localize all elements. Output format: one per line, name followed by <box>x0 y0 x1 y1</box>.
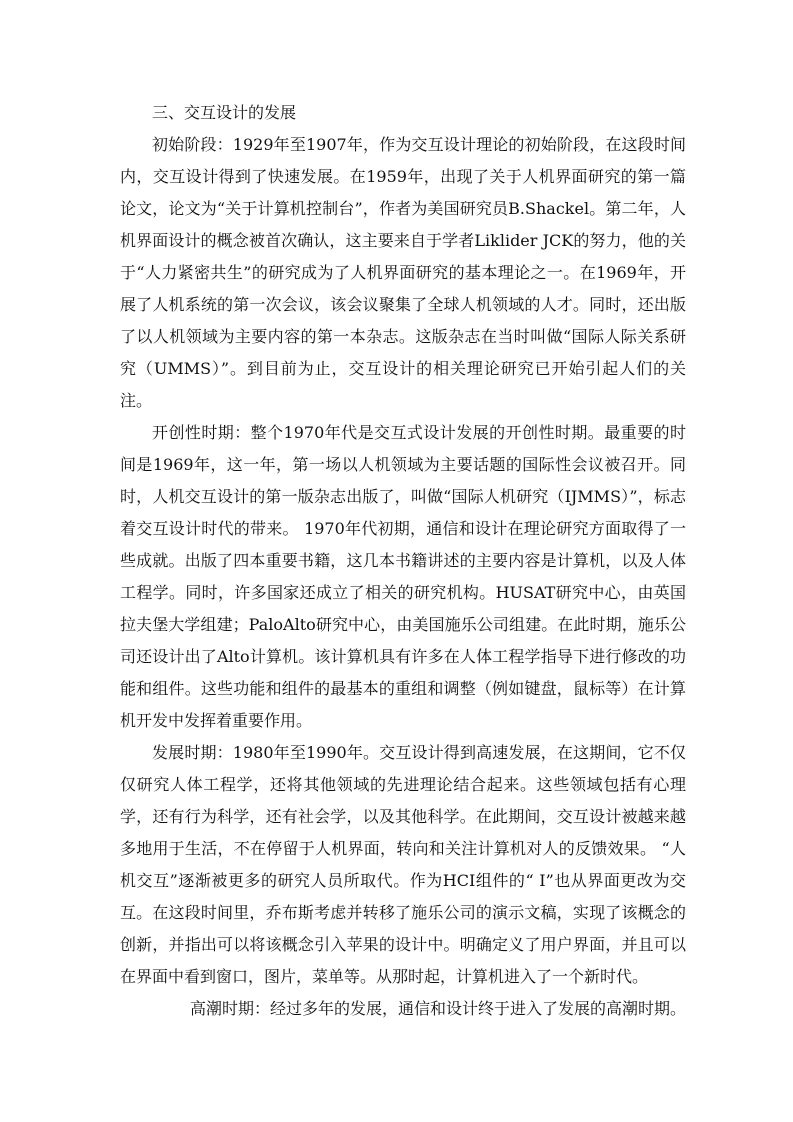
paragraph-initial-stage: 初始阶段：1929年至1907年，作为交互设计理论的初始阶段，在这段时间内，交互设计得到了快速发展。在1959年，出现了关于人机界面研究的第一篇论文，论文为“关于计算机控制台”，作者为美国研究员B.Shackel。第二年，人机界面设计的概念被首次确认，这主要来自于学者Liklider JCK的努力，他的关于“人力紧密共生”的研究成为了人机界面研究的基本理论之一。在1969年，开展了人机系统的第一次会议，该会议聚集了全球人机领域的人才。同时，还出版了以人机领域为主要内容的第一本杂志。这版杂志在当时叫做“国际人际关系研究（UMMS）”。到目前为止，交互设计的相关理论研究已开始引起人们的关注。 <box>120 135 686 410</box>
paragraph-development-period: 发展时期：1980年至1990年。交互设计得到高速发展，在这期间，它不仅仅研究人体工程学，还将其他领域的先进理论结合起来。这些领域包括有心理学，还有行为科学，还有社会学，以及其他科学。在此期间，交互设计被越来越多地用于生活，不在停留于人机界面，转向和关注计算机对人的反馈效果。 “人机交互”逐渐被更多的研究人员所取代。作为HCI组件的“ I”也从界面更改为交互。在这段时间里，乔布斯考虑并转移了施乐公司的演示文稿，实现了该概念的创新，并指出可以将该概念引入苹果的设计中。明确定义了用户界面，并且可以在界面中看到窗口，图片，菜单等。从那时起，计算机进入了一个新时代。 <box>120 743 686 986</box>
document-body <box>120 97 686 1025</box>
section-heading: 三、交互设计的发展 <box>152 103 297 122</box>
paragraph-pioneering-period: 开创性时期：整个1970年代是交互式设计发展的开创性时期。最重要的时间是1969年，这一年，第一场以人机领域为主要话题的国际性会议被召开。同时，人机交互设计的第一版杂志出版了，叫做“国际人机研究（IJMMS）”，标志着交互设计时代的带来。 1970年代初期，通信和设计在理论研究方面取得了一些成就。出版了四本重要书籍，这几本书籍讲述的主要内容是计算机，以及人体工程学。同时，许多国家还成立了相关的研究机构。HUSAT研究中心，由英国拉夫堡大学组建；PaloAlto研究中心，由美国施乐公司组建。在此时期，施乐公司还设计出了Alto计算机。该计算机具有许多在人体工程学指导下进行修改的功能和组件。这些功能和组件的最基本的重组和调整（例如键盘，鼠标等）在计算机开发中发挥着重要作用。 <box>120 423 686 730</box>
paragraph-climax-period: 高潮时期：经过多年的发展，通信和设计终于进入了发展的高潮时期。 <box>189 999 686 1018</box>
